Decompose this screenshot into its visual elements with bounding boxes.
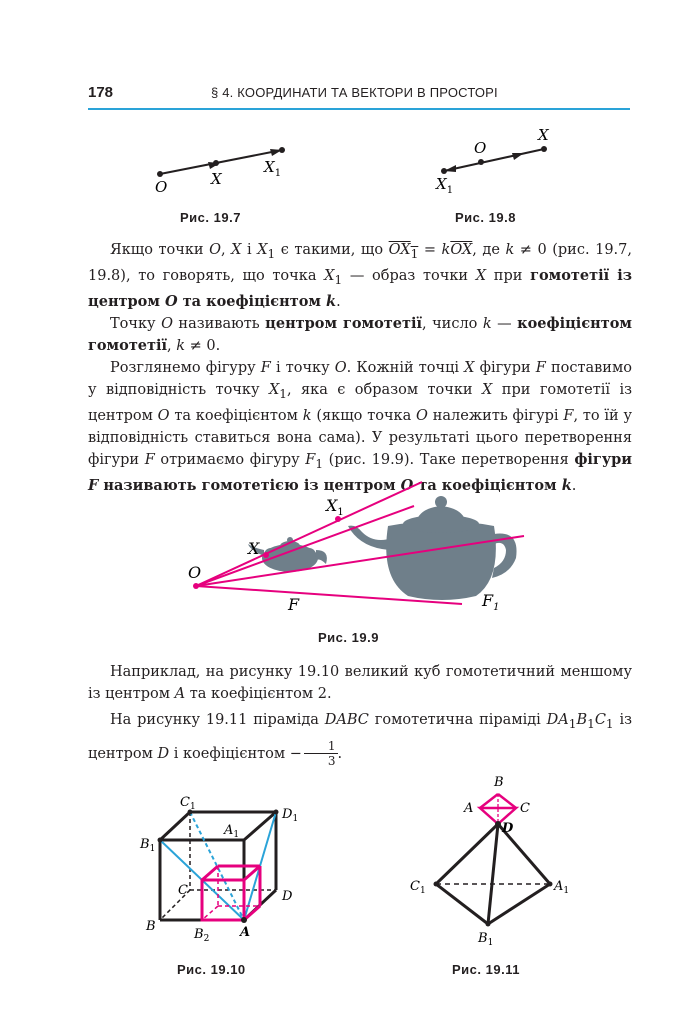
- caption-fig-19-7: Рис. 19.7: [180, 210, 241, 225]
- page-number: 178: [88, 84, 114, 101]
- label-c1: $C_1$: [410, 879, 426, 896]
- page-header: [88, 82, 630, 110]
- caption-fig-19-8: Рис. 19.8: [455, 210, 516, 225]
- caption-fig-19-9: Рис. 19.9: [318, 630, 379, 645]
- label-x: X: [248, 539, 260, 558]
- label-o: O: [155, 178, 168, 196]
- label-x: X: [211, 170, 222, 188]
- text-block-2: [88, 661, 632, 769]
- label-x1: $X_1$: [326, 496, 344, 518]
- label-b: B: [146, 919, 156, 934]
- figure-19-11: [408, 768, 588, 948]
- label-d: D: [502, 821, 514, 836]
- label-b2: $B_2$: [194, 927, 210, 944]
- paragraph-figure: Розглянемо фігуру F і точку O. Кожній точці X фігури F поставимо у відповідність точку $X_1$, яка є образом точки X при гомотетії із центром O та коефіцієнтом k (якщо точка O належить фігурі F, то їй у відповідність ставиться вона сама). У результаті цього перетворення фігури F отримаємо фігуру $F_1$ (рис. 19.9). Таке перетворення фігури F називають гомотетією із центром O та коефіцієнтом k.: [88, 359, 633, 494]
- label-b1: $B_1$: [478, 931, 494, 948]
- label-c1: $C_1$: [180, 795, 196, 812]
- label-f1: $F_1$: [482, 591, 500, 613]
- paragraph-cube: Наприклад, на рисунку 19.10 великий куб гомотетичний меншому із центром A та коефіцієнтом 2.: [88, 664, 632, 702]
- label-c: C: [178, 883, 188, 898]
- figure-19-10: [138, 790, 308, 950]
- caption-fig-19-11: Рис. 19.11: [452, 962, 520, 977]
- label-a1: $A_1$: [224, 823, 240, 840]
- label-d: D: [282, 889, 293, 904]
- figure-19-9: [180, 478, 530, 623]
- text-block: [88, 239, 632, 497]
- label-d1: $D_1$: [282, 807, 299, 824]
- paragraph-center: Точку O називають центром гомотетії, число k — коефіцієнтом гомотетії, k ≠ 0.: [88, 314, 633, 354]
- label-x1: $X_1$: [436, 175, 454, 195]
- section-title: § 4. КООРДИНАТИ ТА ВЕКТОРИ В ПРОСТОРІ: [211, 85, 498, 100]
- caption-fig-19-10: Рис. 19.10: [177, 962, 246, 977]
- label-x: X: [538, 126, 549, 144]
- label-x1: $X_1$: [264, 158, 282, 179]
- label-b1: $B_1$: [140, 837, 156, 854]
- paragraph-pyramid: На рисунку 19.11 піраміда DABC гомотетична піраміді $DA_1B_1C_1$ із центром D і коефіцієнтом − $\frac{1}{3}$ .: [88, 712, 633, 769]
- label-b: B: [494, 775, 504, 790]
- label-a1: $A_1$: [554, 879, 570, 896]
- label-c: C: [520, 801, 530, 816]
- label-f: F: [288, 595, 300, 614]
- paragraph-definition: Якщо точки O, X і $X_1$ є такими, що $OX_1 = k\overline{OX}$, де k ≠ 0 (рис. 19.7, 19.8), то говорять, що точка $X_1$ — образ точки X при гомотетії із центром O та коефіцієнтом k.: [88, 242, 632, 310]
- label-o: O: [474, 139, 487, 157]
- teapot-large: [348, 496, 517, 600]
- label-a: A: [464, 801, 474, 816]
- figure-19-7: [150, 140, 300, 200]
- label-o: O: [188, 563, 202, 582]
- label-a: A: [240, 925, 251, 940]
- figure-19-8: [428, 125, 568, 195]
